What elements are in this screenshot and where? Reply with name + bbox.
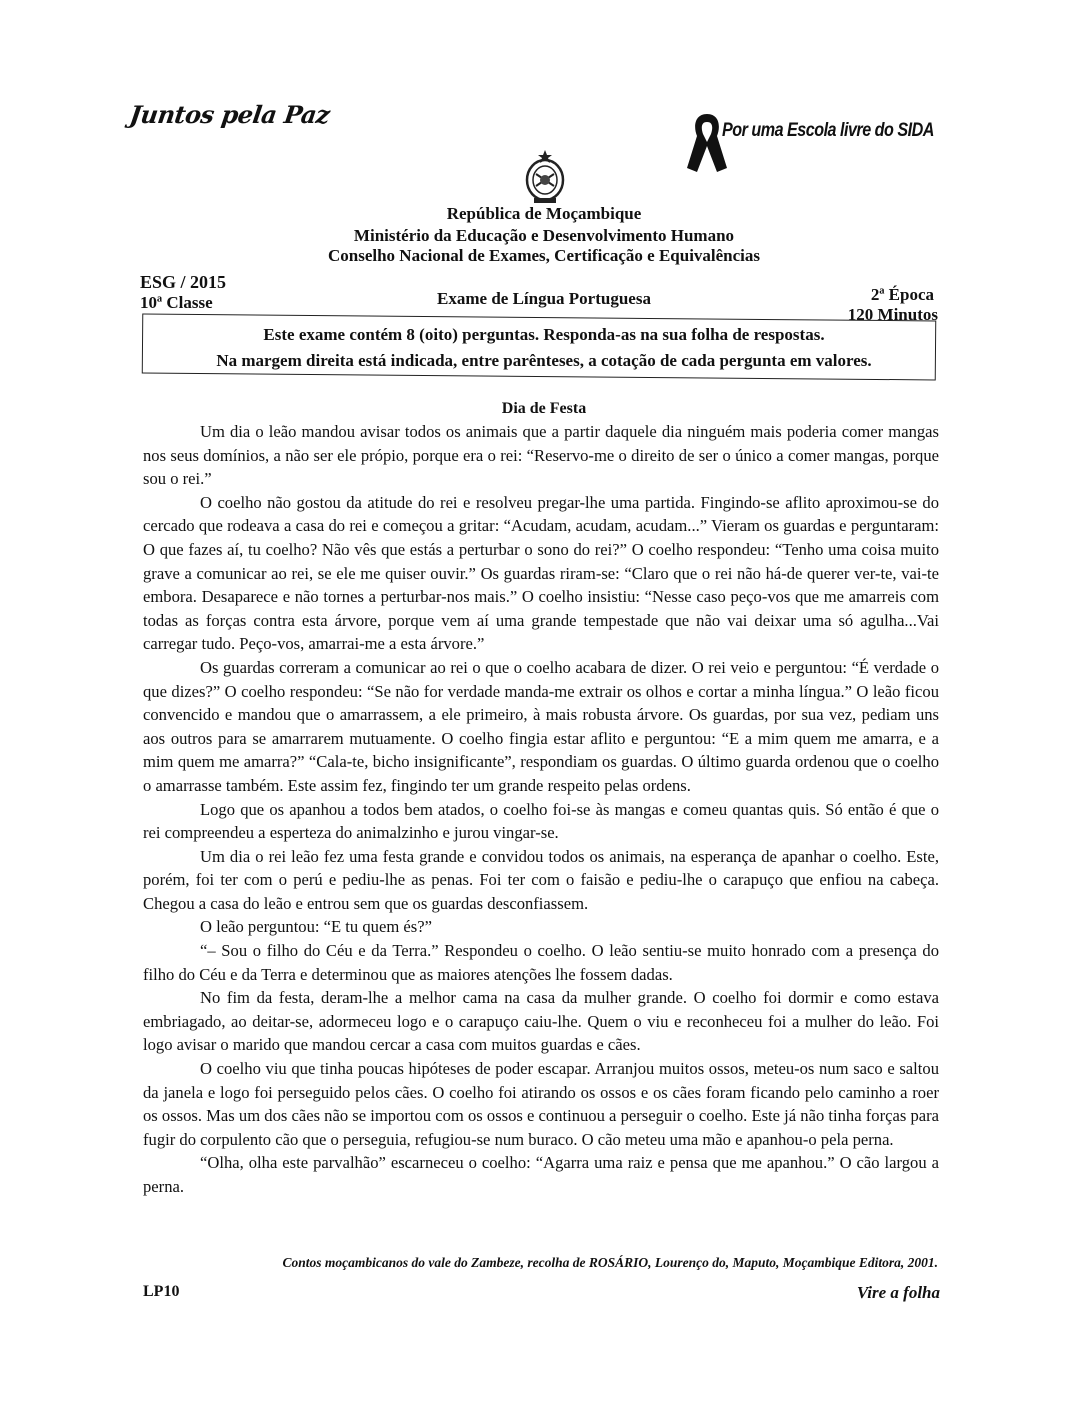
exam-code: ESG / 2015 bbox=[140, 272, 227, 292]
exam-duration: 120 Minutos bbox=[847, 305, 938, 324]
exam-grade: 10ª Classe bbox=[140, 293, 213, 312]
story-source-citation: Contos moçambicanos do vale do Zambeze, recolha de ROSÁRIO, Lourenço do, Maputo, Moçambique Editora, 2001. bbox=[282, 1255, 938, 1270]
page-code: LP10 bbox=[143, 1283, 180, 1300]
story-paragraph: Um dia o leão mandou avisar todos os animais que a partir daquele dia ninguém mais poderia comer mangas nos seus domínios, a não ser ele própio, porque era o rei: “Reservo-me o direito de ser o único a comer mangas, porque sou o rei.” bbox=[143, 422, 939, 489]
story-body bbox=[143, 420, 939, 1199]
story-paragraph: O coelho não gostou da atitude do rei e resolveu pregar-lhe uma partida. Fingindo-se aflito aproximou-se do cercado que rodeava a casa do rei e começou a gritar: “Acudam, acudam, acudam...” Vieram os guardas e perguntaram: O que fazes aí, tu coelho? Não vês que estás a perturbar o sono do rei?” O coelho respondeu: “Tenho uma coisa muito grave a comunicar ao rei, se ele me quiser ouvir.” Os guardas riram-se: “Claro que o rei não há-de querer ver-te, vai-te embora. Desaparece e não tornes a perturbar-nos mais.” O coelho insistiu: “Nesse caso peço-vos que me amarreis com todas as forças contra esta árvore, porque vem aí uma grande tempestade que não vai deixar uma só agulha...Vai carregar tudo. Peço-vos, amarrai-me a esta árvore.” bbox=[143, 492, 939, 654]
story-paragraph: “Olha, olha este parvalhão” escarneceu o coelho: “Agarra uma raiz e pensa que me apanhou.” O cão largou a perna. bbox=[143, 1153, 939, 1196]
instructions-line-2: Na margem direita está indicada, entre parênteses, a cotação de cada pergunta em valores. bbox=[216, 351, 872, 370]
story-paragraph: “– Sou o filho do Céu e da Terra.” Respondeu o coelho. O leão sentiu-se muito honrado com a presença do filho do Céu e da Terra e determinou que as maiores atenções lhe fossem dadas. bbox=[143, 941, 939, 984]
story-paragraph: Logo que os apanhou a todos bem atados, o coelho foi-se às mangas e comeu quantas quis. Só então é que o rei compreendeu a esperteza do animalzinho e jurou vingar-se. bbox=[143, 799, 939, 843]
story-paragraph: Um dia o rei leão fez uma festa grande e convidou todos os animais, na esperança de apanhar o coelho. Este, porém, foi ter com o perú e pediu-lhe as penas. Foi ter com o faisão e pediu-lhe o carapuço que enfiou na cabeça. Chegou a casa do leão e entrou sem que os guardas desconfiassem. bbox=[143, 846, 939, 913]
story-title: Dia de Festa bbox=[501, 400, 587, 417]
story-paragraph: Os guardas correram a comunicar ao rei o que o coelho acabara de dizer. O rei veio e perguntou: “É verdade o que dizes?” O coelho respondeu: “Se não for verdade manda-me extrair os olhos e cortar a minha língua.” O leão ficou convencido e mandou que o amarrassem, a ele primeiro, à mais robusta árvore. Os guardas, por sua vez, pediam uns aos outros para se amarrarem mutuamente. O coelho fingia estar aflito e perguntou: “E a mim quem me amarra, e a mim quem me amarra?” “Cala-te, bicho insignificante”, respondiam os guardas. O último guarda ordenou que o coelho o amarrasse também. Este assim fez, fingindo ter um grande respeito pelas ordens. bbox=[143, 657, 939, 795]
turn-page-note: Vire a folha bbox=[856, 1283, 940, 1302]
motto-juntos-pela-paz: Juntos pela Paz bbox=[127, 100, 332, 129]
instructions-line-1: Este exame contém 8 (oito) perguntas. Responda-as na sua folha de respostas. bbox=[263, 325, 825, 344]
story-paragraph: O leão perguntou: “E tu quem és?” bbox=[200, 917, 432, 937]
exam-season: 2ª Época bbox=[870, 285, 934, 304]
exam-title: Exame de Língua Portuguesa bbox=[437, 289, 651, 308]
republic-heading: República de Moçambique bbox=[446, 204, 642, 223]
council-heading: Conselho Nacional de Exames, Certificação e Equivalências bbox=[327, 246, 761, 265]
story-paragraph: No fim da festa, deram-lhe a melhor cama na casa da mulher grande. O coelho foi dormir e como estava embriagado, ao deitar-se, adormeceu logo e o carapuço caiu-lhe. Quem o viu e reconheceu foi a mulher do leão. Foi logo avisar o marido que mandou cercar a casa com muitos guardas e cães. bbox=[143, 988, 939, 1055]
story-paragraph: O coelho viu que tinha poucas hipóteses de poder escapar. Arranjou muitos ossos, meteu-os num saco e saltou da janela e logo foi perseguido pelos cães. O coelho foi atirando os ossos e os cães foram ficando pelo caminho a roer os ossos. Mas um dos cães não se importou com os ossos e continuou a perseguir o coelho. Este já não tinha forças para fugir do corpulento cão que o perseguia, refugiou-se num buraco. O cão meteu uma mão e apanhou-o pela perna. bbox=[143, 1059, 939, 1149]
slogan-escola-livre-sida: Por uma Escola livre do SIDA bbox=[722, 120, 934, 141]
mozambique-emblem-icon bbox=[522, 148, 568, 206]
ministry-heading: Ministério da Educação e Desenvolvimento Humano bbox=[353, 226, 735, 245]
